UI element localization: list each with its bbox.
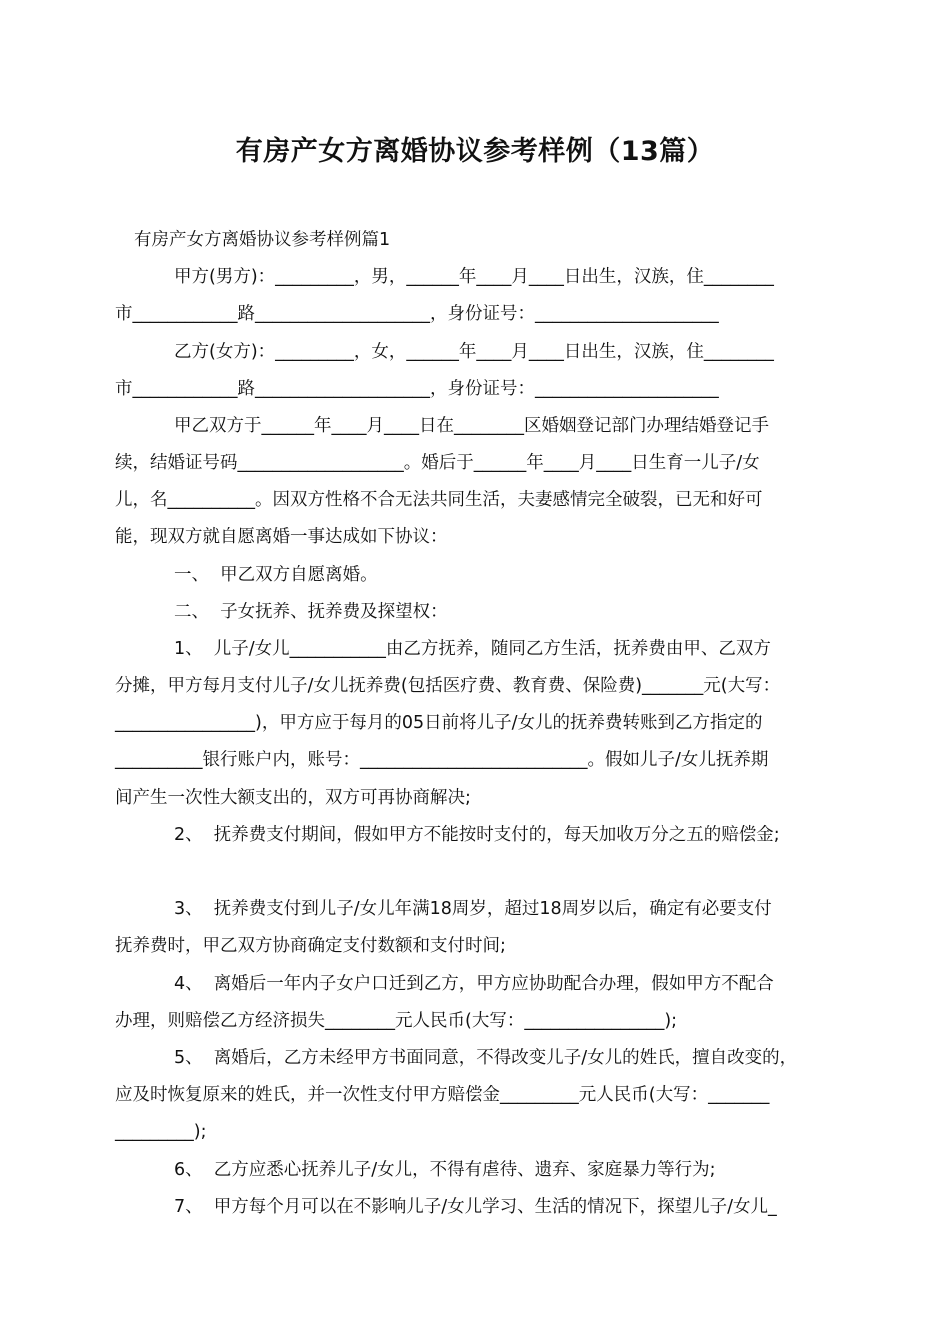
clause-line: 6、 乙方应悉心抚养儿子/女儿，不得有虐待、遗弃、家庭暴力等行为;	[174, 1160, 716, 1180]
paragraph-line: 办理，则赔偿乙方经济损失________元人民币(大写：________________);	[115, 1011, 678, 1031]
clause-line: 7、 甲方每个月可以在不影响儿子/女儿学习、生活的情况下，探望儿子/女儿_	[174, 1197, 777, 1217]
paragraph-line: 分摊，甲方每月支付儿子/女儿抚养费(包括医疗费、教育费、保险费)_______元(大写：	[115, 676, 781, 696]
clause-line: 2、 抚养费支付期间，假如甲方不能按时支付的，每天加收万分之五的赔偿金;	[174, 825, 780, 845]
paragraph-line: 市____________路____________________，身份证号：_____________________	[115, 304, 719, 324]
paragraph-line: 续，结婚证号码___________________。婚后于______年____月____日生育一儿子/女	[115, 453, 760, 473]
clause-line: 5、 离婚后，乙方未经甲方书面同意，不得改变儿子/女儿的姓氏，擅自改变的，	[174, 1048, 798, 1068]
clause-line: 二、 子女抚养、抚养费及探望权：	[174, 602, 448, 622]
section-heading: 有房产女方离婚协议参考样例篇1	[134, 230, 391, 250]
paragraph-line: 儿，名__________。因双方性格不合无法共同生活，夫妻感情完全破裂，已无和好可	[115, 490, 763, 510]
paragraph-line: __________银行账户内，账号：__________________________。假如儿子/女儿抚养期	[115, 750, 769, 770]
paragraph-line: 甲方(男方)：_________，男，______年____月____日出生，汉族，住________	[174, 267, 774, 287]
document-title: 有房产女方离婚协议参考样例（13篇）	[235, 136, 715, 167]
paragraph-line: 能，现双方就自愿离婚一事达成如下协议：	[115, 527, 448, 547]
clause-line: 4、 离婚后一年内子女户口迁到乙方，甲方应协助配合办理，假如甲方不配合	[174, 974, 774, 994]
paragraph-line: 乙方(女方)：_________，女，______年____月____日出生，汉族，住________	[174, 342, 774, 362]
paragraph-line: 间产生一次性大额支出的，双方可再协商解决;	[115, 788, 471, 808]
paragraph-line: 市____________路____________________，身份证号：_____________________	[115, 379, 719, 399]
clause-line: 一、 甲乙双方自愿离婚。	[174, 565, 378, 585]
clause-line: 1、 儿子/女儿___________由乙方抚养，随同乙方生活，抚养费由甲、乙双方	[174, 639, 771, 659]
paragraph-line: 甲乙双方于______年____月____日在________区婚姻登记部门办理结婚登记手	[174, 416, 769, 436]
paragraph-line: ________________)，甲方应于每月的05日前将儿子/女儿的抚养费转账到乙方指定的	[115, 713, 763, 733]
paragraph-line: 应及时恢复原来的姓氏，并一次性支付甲方赔偿金_________元人民币(大写：_______	[115, 1085, 770, 1105]
paragraph-line: _________);	[115, 1122, 207, 1142]
clause-line: 3、 抚养费支付到儿子/女儿年满18周岁，超过18周岁以后，确定有必要支付	[174, 899, 772, 919]
paragraph-line: 抚养费时，甲乙双方协商确定支付数额和支付时间;	[115, 936, 506, 956]
